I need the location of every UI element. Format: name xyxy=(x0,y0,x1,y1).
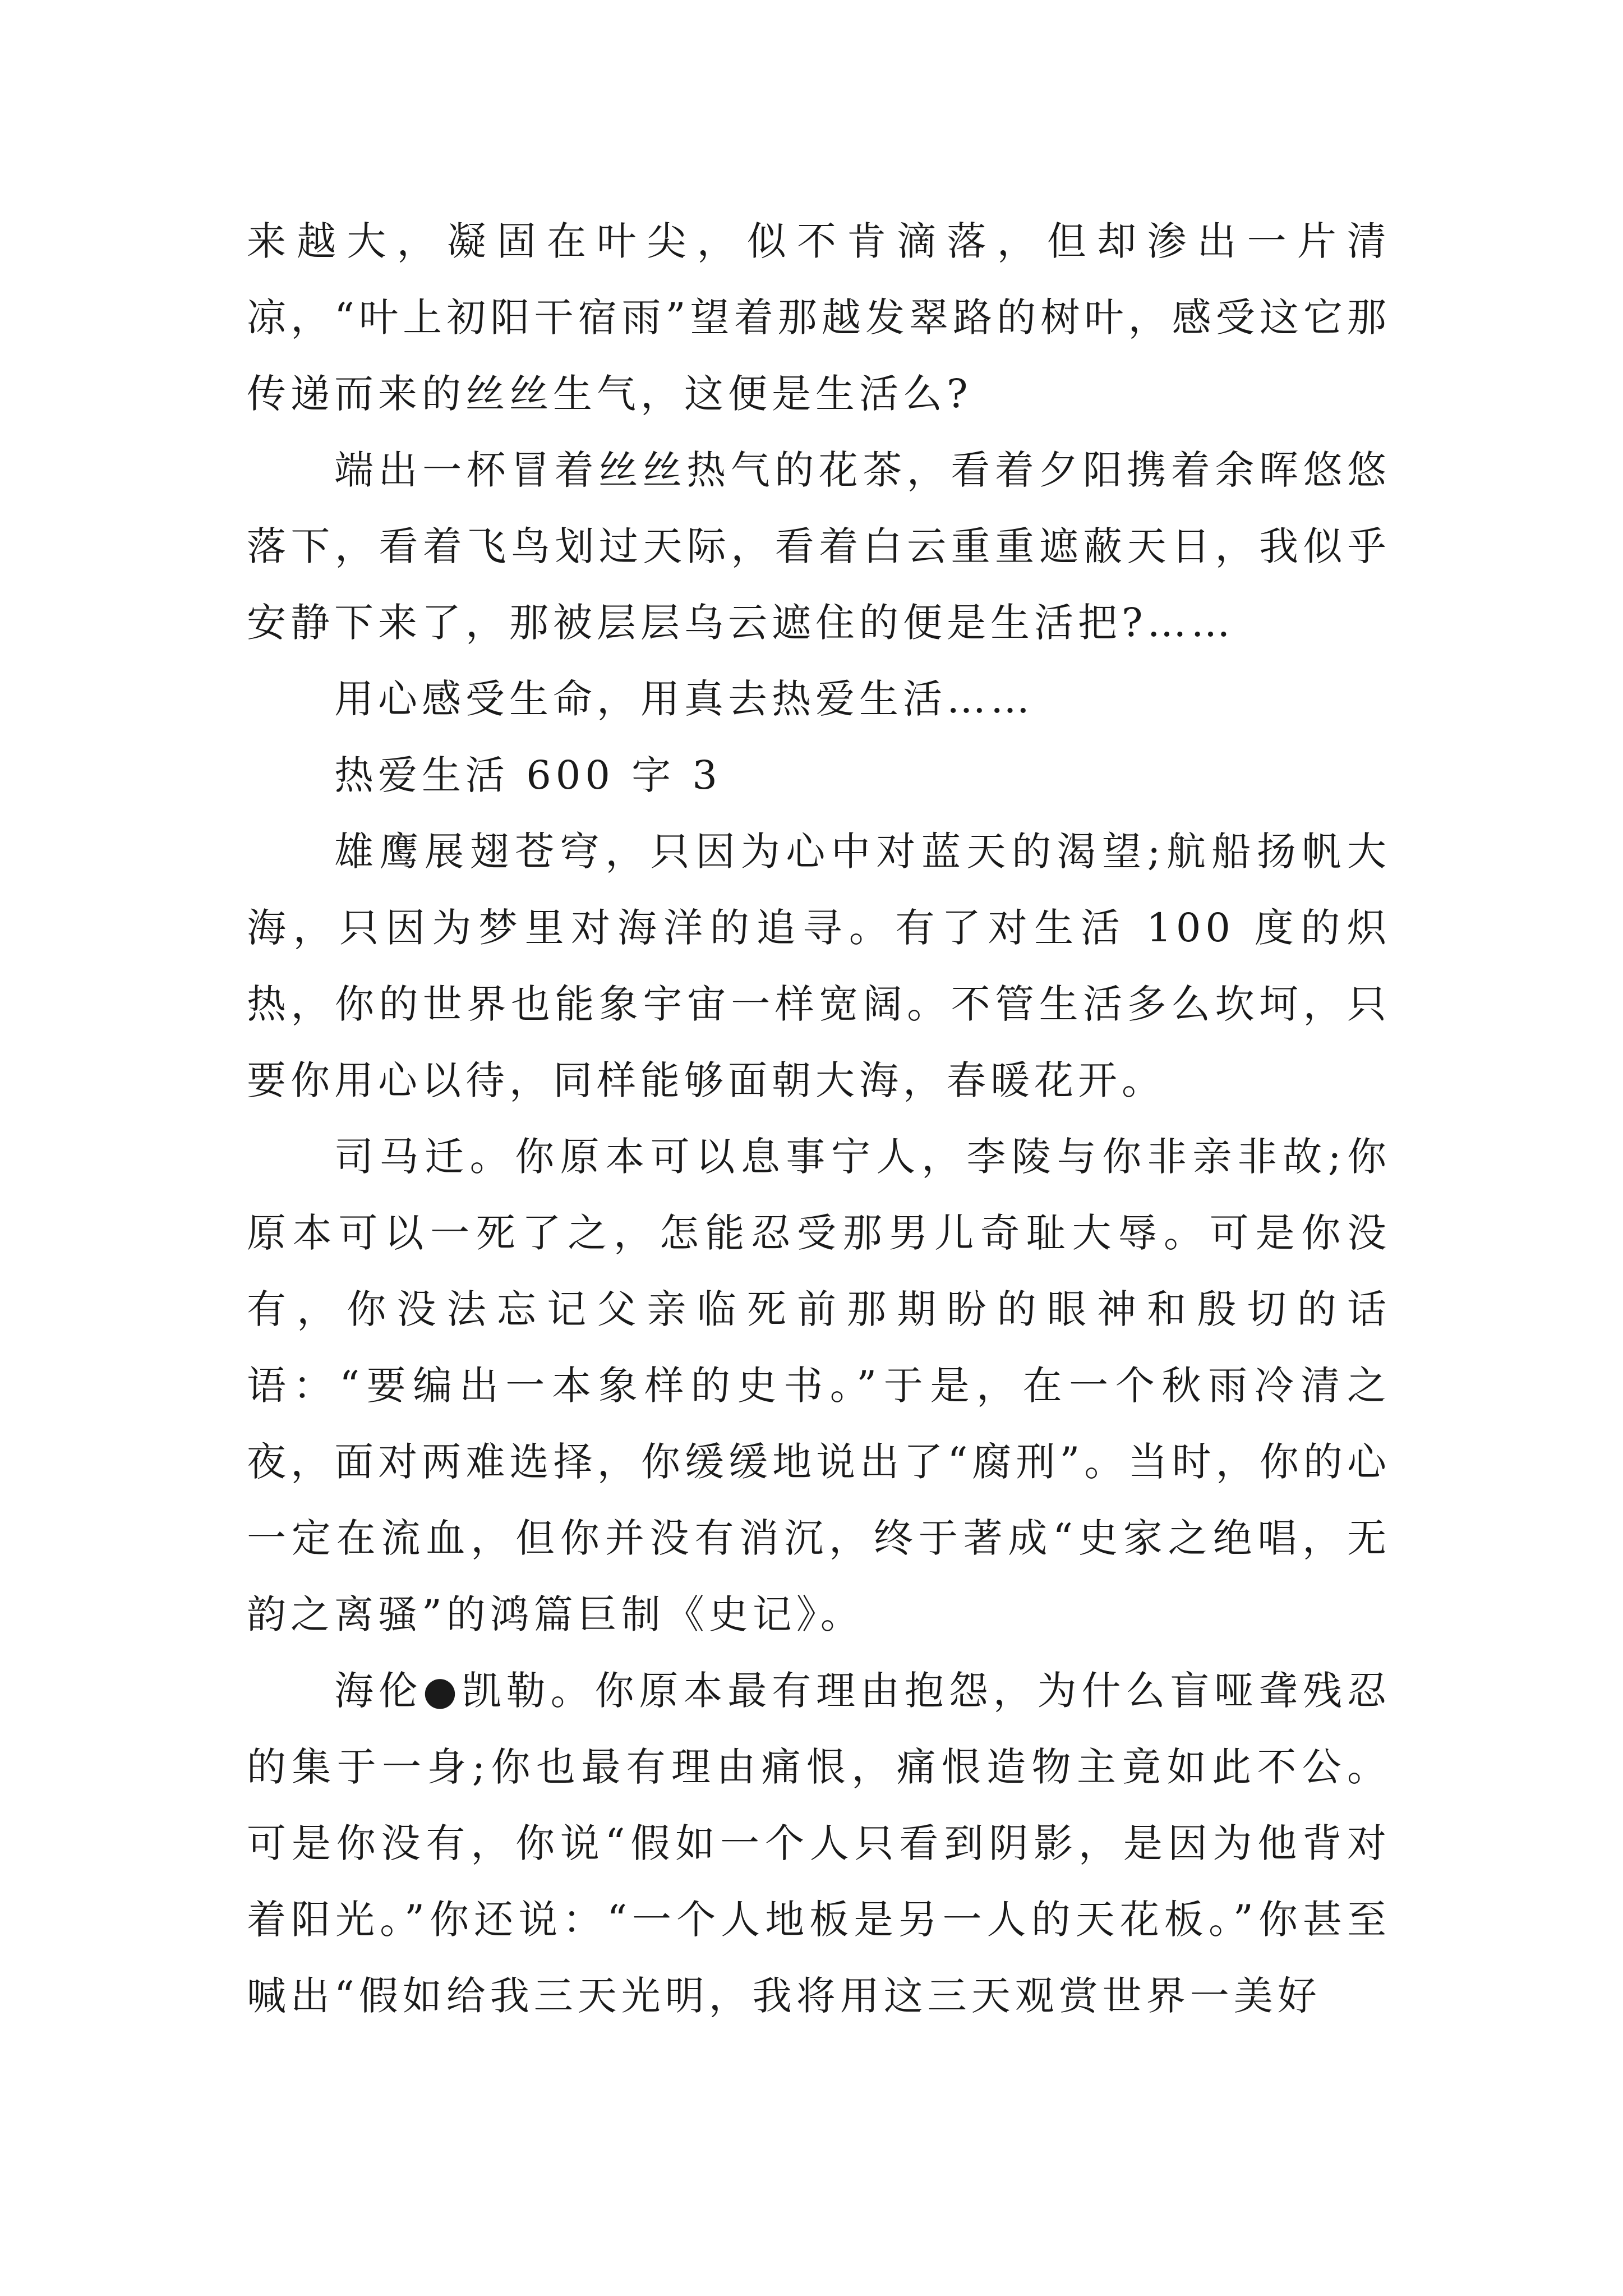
paragraph-6: 海伦●凯勒。你原本最有理由抱怨，为什么盲哑聋残忍的集于一身;你也最有理由痛恨，痛恨造物主竟如此不公。可是你没有，你说“假如一个人只看到阴影，是因为他背对着阳光。”你还说：“一个人地板是另一人的天花板。”你甚至喊出“假如给我三天光明，我将用这三天观赏世界一美好 xyxy=(247,1668,1391,2019)
paragraph-4: 雄鹰展翅苍穹，只因为心中对蓝天的渴望;航船扬帆大海，只因为梦里对海洋的追寻。有了对生活 100 度的炽热，你的世界也能象宇宙一样宽阔。不管生活多么坎坷，只要你用心以待，同样能够面朝大海，春暖花开。 xyxy=(247,829,1391,1103)
paragraph-2: 端出一杯冒着丝丝热气的花茶，看着夕阳携着余晖悠悠落下，看着飞鸟划过天际，看着白云重重遮蔽天日，我似乎安静下来了，那被层层乌云遮住的便是生活把?…… xyxy=(247,447,1391,646)
paragraph-5: 司马迁。你原本可以息事宁人，李陵与你非亲非故;你原本可以一死了之，怎能忍受那男儿奇耻大辱。可是你没有，你没法忘记父亲临死前那期盼的眼神和殷切的话语：“要编出一本象样的史书。”于是，在一个秋雨冷清之夜，面对两难选择，你缓缓地说出了“腐刑”。当时，你的心一定在流血，但你并没有消沉，终于著成“史家之绝唱，无韵之离骚”的鸿篇巨制《史记》。 xyxy=(247,1134,1391,1637)
document-body xyxy=(247,203,1391,2034)
paragraph-3: 用心感受生命，用真去热爱生活…… xyxy=(334,676,1034,722)
paragraph-1: 来越大，凝固在叶尖，似不肯滴落，但却渗出一片清凉，“叶上初阳干宿雨”望着那越发翠路的树叶，感受这它那传递而来的丝丝生气，这便是生活么? xyxy=(247,218,1391,417)
section-heading: 热爱生活 600 字 3 xyxy=(334,752,722,798)
